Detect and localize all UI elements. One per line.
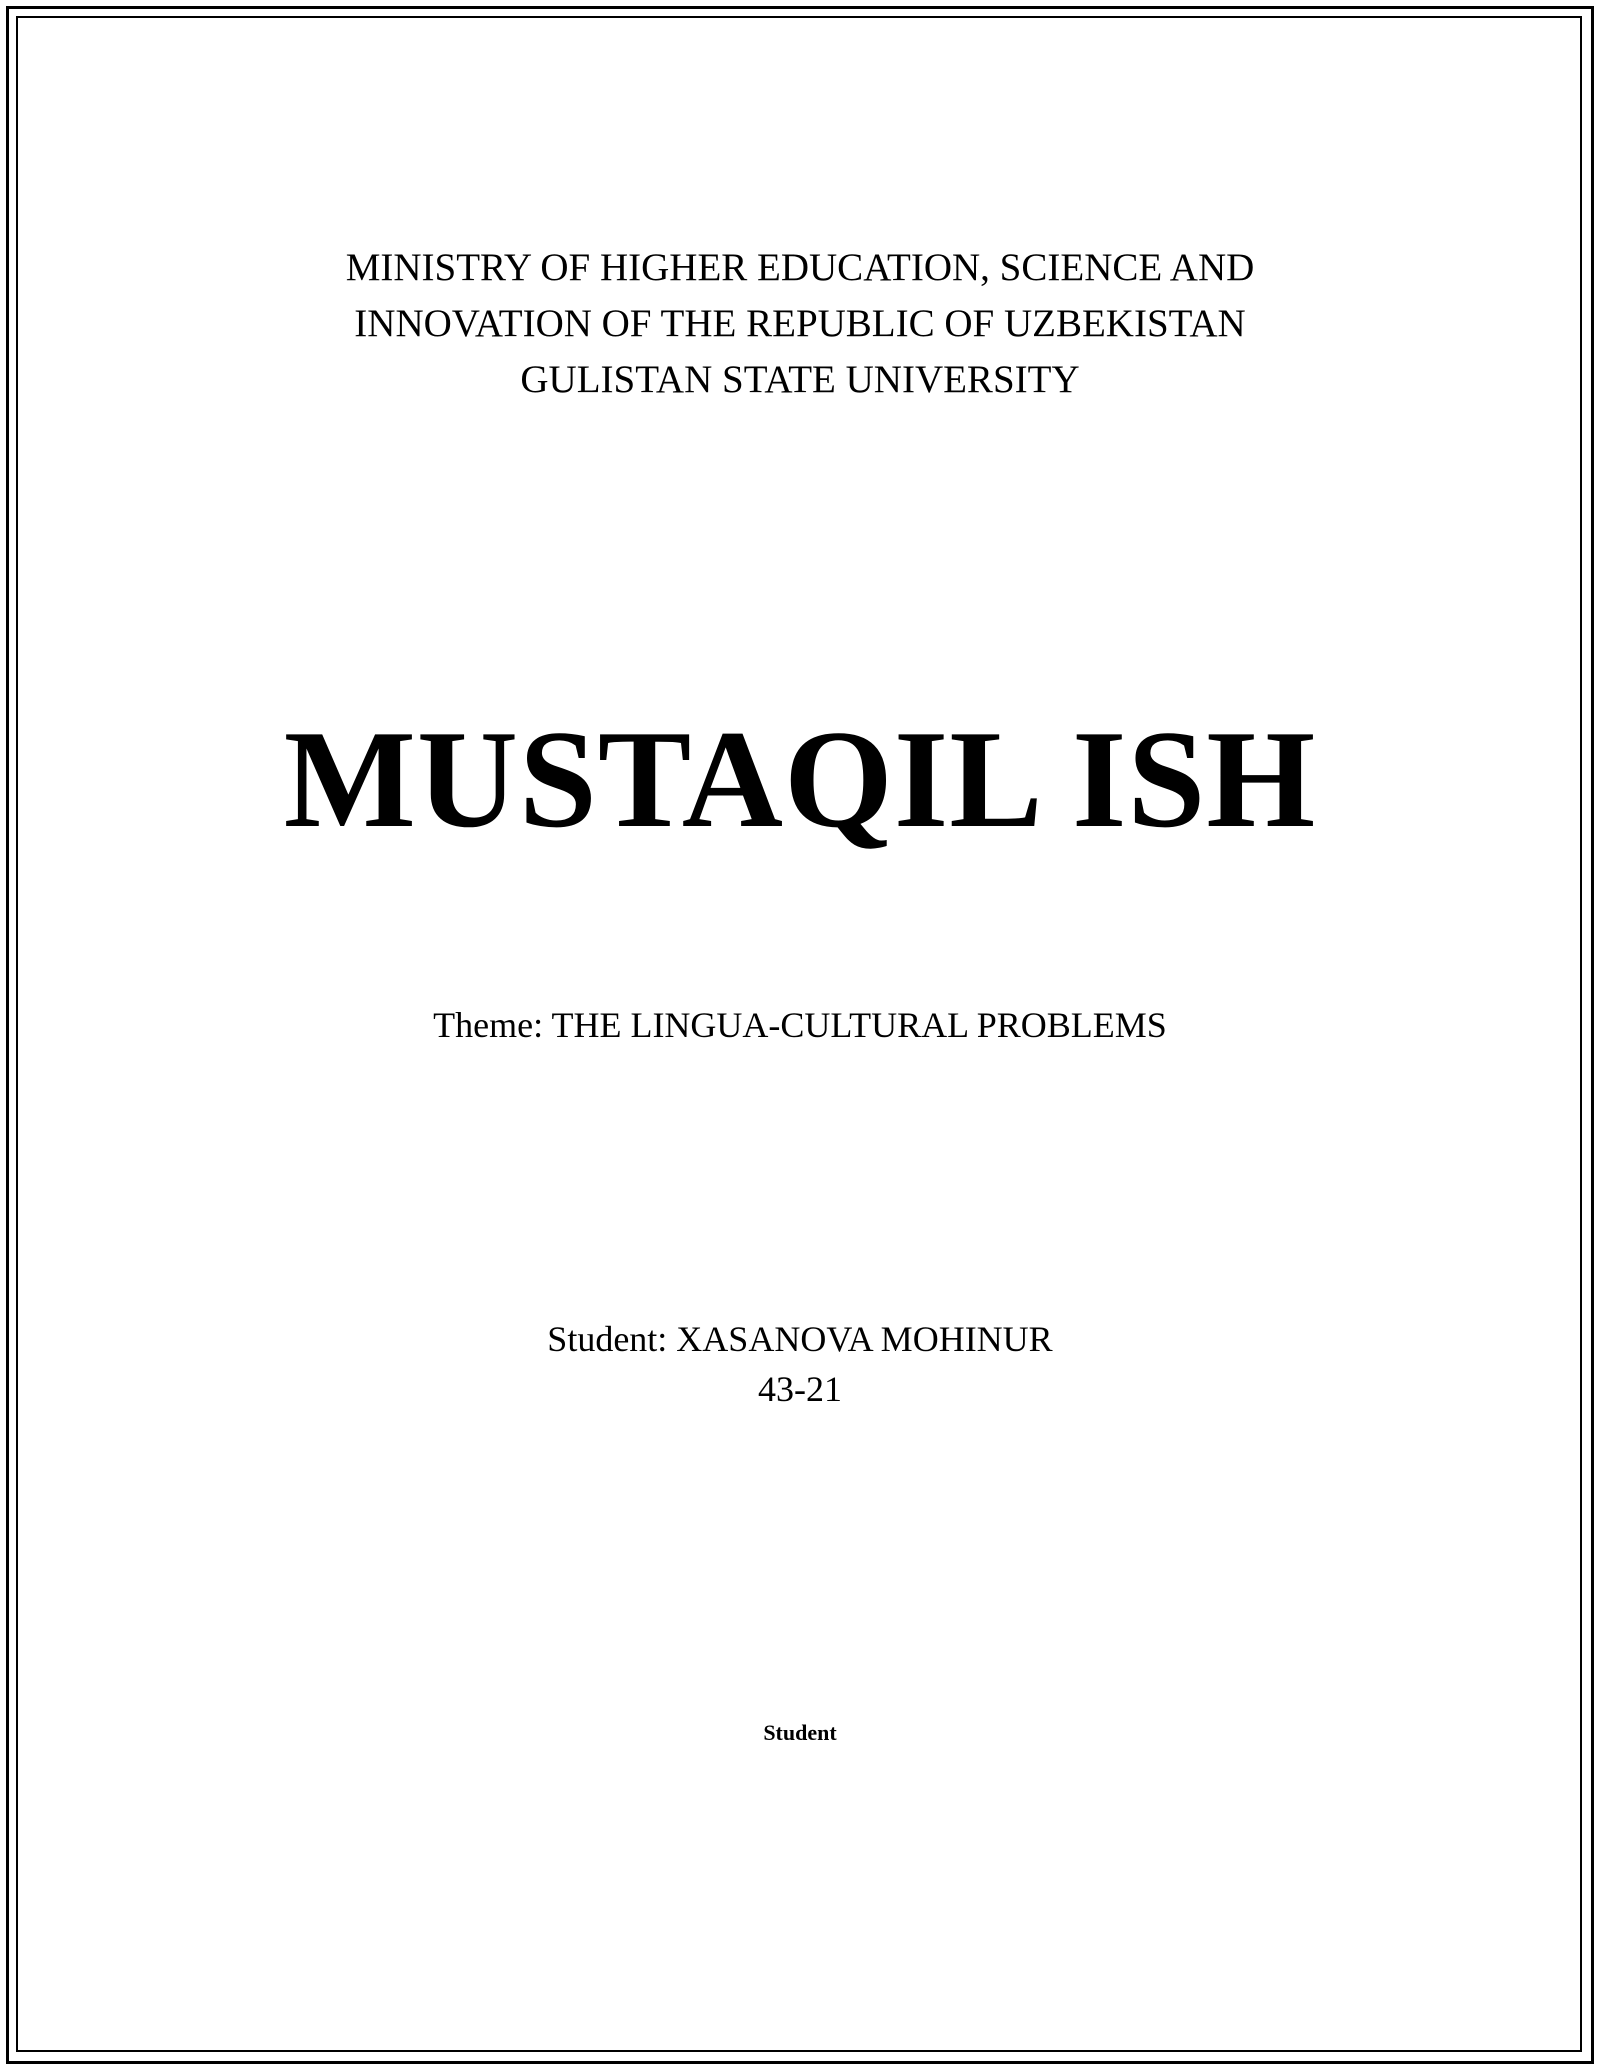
document-title: MUSTAQIL ISH — [283, 702, 1317, 857]
ministry-header — [0, 240, 1600, 408]
student-group: 43-21 — [758, 1369, 842, 1409]
header-line-republic: INNOVATION OF THE REPUBLIC OF UZBEKISTAN — [354, 302, 1246, 345]
header-line-university: GULISTAN STATE UNIVERSITY — [520, 358, 1080, 401]
student-info — [0, 1314, 1600, 1414]
student-name: Student: XASANOVA MOHINUR — [547, 1319, 1053, 1359]
footer-student-label: Student — [763, 1720, 837, 1745]
header-line-ministry: MINISTRY OF HIGHER EDUCATION, SCIENCE AND — [345, 246, 1255, 289]
theme-line: Theme: THE LINGUA-CULTURAL PROBLEMS — [433, 1005, 1167, 1045]
